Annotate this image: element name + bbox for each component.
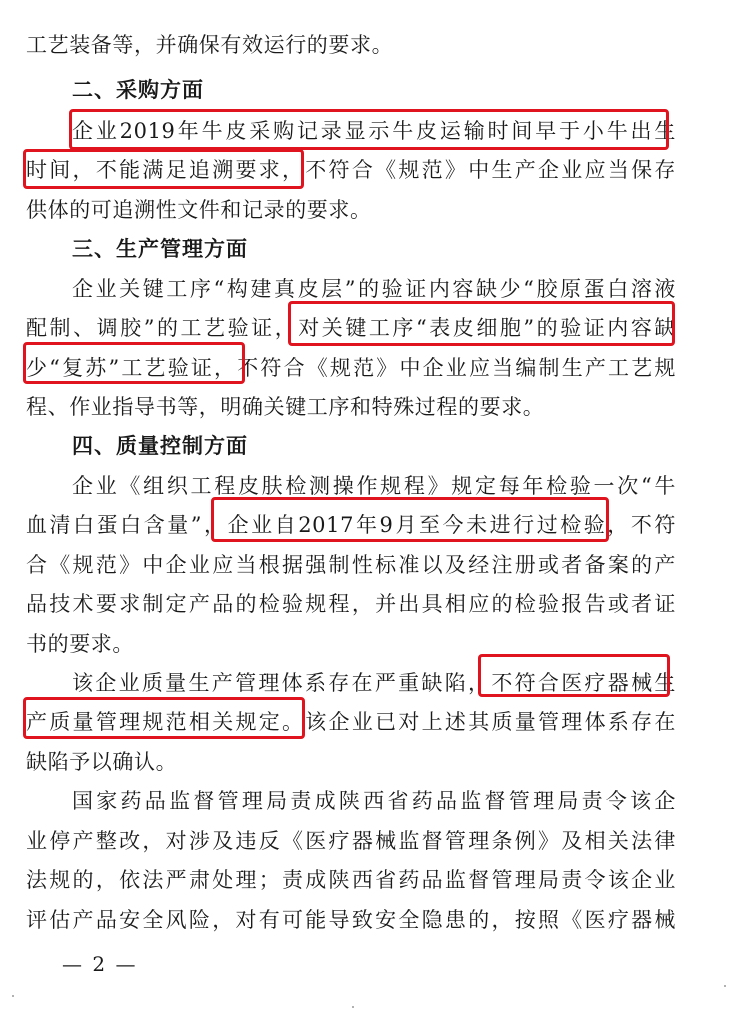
section-heading-production: 三、生产管理方面 — [72, 237, 248, 261]
scan-speck — [12, 995, 14, 997]
paragraph-line: 工艺装备等，并确保有效运行的要求。 — [26, 33, 394, 57]
paragraph-line: 配制、调胶”的工艺验证，对关键工序“表皮细胞”的验证内容缺 — [26, 316, 676, 340]
highlight-box — [23, 342, 245, 384]
paragraph-line: 程、作业指导书等，明确关键工序和特殊过程的要求。 — [26, 395, 545, 419]
highlight-box — [288, 301, 675, 346]
scan-speck — [724, 985, 726, 987]
paragraph-line: 企业2019年牛皮采购记录显示牛皮运输时间早于小牛出生 — [72, 119, 676, 143]
paragraph-line: 法规的，依法严肃处理；责成陕西省药品监督管理局责令该企业 — [26, 868, 676, 892]
highlight-box — [23, 697, 305, 739]
paragraph-line: 时间，不能满足追溯要求，不符合《规范》中生产企业应当保存 — [26, 158, 676, 182]
paragraph-line: 缺陷予以确认。 — [26, 750, 178, 774]
paragraph-line: 企业关键工序“构建真皮层”的验证内容缺少“胶原蛋白溶液 — [72, 277, 676, 301]
highlight-box — [478, 654, 670, 697]
scan-speck — [352, 1006, 354, 1008]
highlight-box — [69, 109, 669, 150]
paragraph-line: 企业《组织工程皮肤检测操作规程》规定每年检验一次“牛 — [72, 474, 676, 498]
paragraph-line: 评估产品安全风险，对有可能导致安全隐患的，按照《医疗器械 — [26, 908, 676, 932]
paragraph-line: 血清白蛋白含量”，企业自2017年9月至今未进行过检验，不符 — [26, 513, 676, 537]
highlight-box — [23, 149, 304, 189]
paragraph-line: 书的要求。 — [26, 632, 134, 656]
page-number: — 2 — — [62, 952, 138, 976]
paragraph-line: 少“复苏”工艺验证，不符合《规范》中企业应当编制生产工艺规 — [26, 356, 676, 380]
section-heading-procurement: 二、采购方面 — [72, 78, 204, 102]
paragraph-line: 该企业质量生产管理体系存在严重缺陷，不符合医疗器械生 — [72, 671, 676, 695]
section-heading-quality-control: 四、质量控制方面 — [72, 434, 248, 458]
paragraph-line: 国家药品监督管理局责成陕西省药品监督管理局责令该企 — [72, 789, 676, 813]
highlight-box — [211, 497, 609, 542]
paragraph-line: 产质量管理规范相关规定。该企业已对上述其质量管理体系存在 — [26, 710, 676, 734]
paragraph-line: 品技术要求制定产品的检验规程，并出具相应的检验报告或者证 — [26, 592, 676, 616]
paragraph-line: 合《规范》中企业应当根据强制性标准以及经注册或者备案的产 — [26, 553, 676, 577]
paragraph-line: 供体的可追溯性文件和记录的要求。 — [26, 198, 372, 222]
paragraph-line: 业停产整改，对涉及违反《医疗器械监督管理条例》及相关法律 — [26, 829, 676, 853]
